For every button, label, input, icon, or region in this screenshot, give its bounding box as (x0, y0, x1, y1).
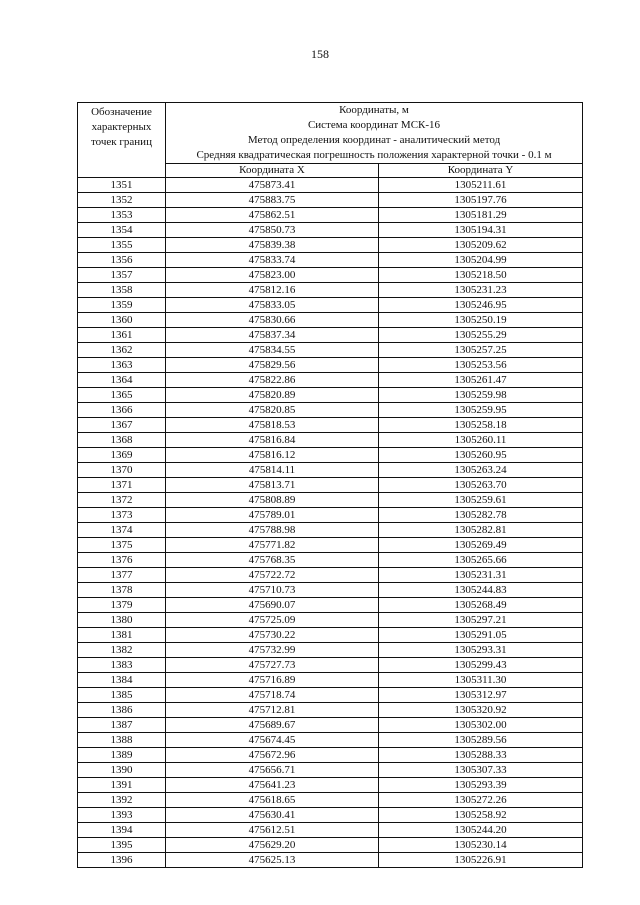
point-id-cell: 1358 (78, 283, 166, 298)
coord-y-cell: 1305258.18 (379, 418, 583, 433)
coord-y-cell: 1305194.31 (379, 223, 583, 238)
coord-x-cell: 475656.71 (166, 763, 379, 778)
point-id-cell: 1394 (78, 823, 166, 838)
coord-y-cell: 1305255.29 (379, 328, 583, 343)
coord-y-cell: 1305244.83 (379, 583, 583, 598)
coord-y-cell: 1305231.31 (379, 568, 583, 583)
coord-x-cell: 475839.38 (166, 238, 379, 253)
coord-x-cell: 475771.82 (166, 538, 379, 553)
point-id-cell: 1351 (78, 178, 166, 193)
coord-x-cell: 475612.51 (166, 823, 379, 838)
point-id-cell: 1395 (78, 838, 166, 853)
table-row (78, 553, 583, 568)
coord-y-cell: 1305288.33 (379, 748, 583, 763)
table-row (78, 598, 583, 613)
table-row (78, 478, 583, 493)
point-id-cell: 1363 (78, 358, 166, 373)
coord-y-cell: 1305259.98 (379, 388, 583, 403)
coord-y-cell: 1305258.92 (379, 808, 583, 823)
point-id-cell: 1384 (78, 673, 166, 688)
coord-y-cell: 1305263.24 (379, 463, 583, 478)
coord-x-cell: 475690.07 (166, 598, 379, 613)
coord-y-cell: 1305302.00 (379, 718, 583, 733)
coord-y-cell: 1305181.29 (379, 208, 583, 223)
coord-x-cell: 475689.67 (166, 718, 379, 733)
table-row (78, 703, 583, 718)
coord-x-cell: 475725.09 (166, 613, 379, 628)
table-row (78, 808, 583, 823)
coord-x-cell: 475814.11 (166, 463, 379, 478)
point-id-cell: 1391 (78, 778, 166, 793)
point-id-cell: 1379 (78, 598, 166, 613)
coord-y-cell: 1305204.99 (379, 253, 583, 268)
point-id-cell: 1375 (78, 538, 166, 553)
coord-y-cell: 1305260.11 (379, 433, 583, 448)
point-id-cell: 1377 (78, 568, 166, 583)
table-header-row (78, 103, 583, 164)
coord-x-cell: 475816.12 (166, 448, 379, 463)
point-id-cell: 1357 (78, 268, 166, 283)
table-row (78, 793, 583, 808)
coord-x-cell: 475818.53 (166, 418, 379, 433)
coordinates-table (77, 102, 583, 868)
point-id-cell: 1389 (78, 748, 166, 763)
point-id-cell: 1380 (78, 613, 166, 628)
point-id-cell: 1353 (78, 208, 166, 223)
table-row (78, 628, 583, 643)
table-row (78, 418, 583, 433)
table-row (78, 568, 583, 583)
coordinates-header-line: Система координат МСК-16 (307, 119, 441, 131)
coord-y-cell: 1305272.26 (379, 793, 583, 808)
coord-x-cell: 475834.55 (166, 343, 379, 358)
table-row (78, 658, 583, 673)
coord-x-cell: 475833.05 (166, 298, 379, 313)
point-id-cell: 1396 (78, 853, 166, 868)
point-id-cell: 1373 (78, 508, 166, 523)
table-row (78, 238, 583, 253)
coord-y-cell: 1305259.61 (379, 493, 583, 508)
coord-x-cell: 475672.96 (166, 748, 379, 763)
table-row (78, 718, 583, 733)
coord-y-cell: 1305320.92 (379, 703, 583, 718)
table-row (78, 523, 583, 538)
coord-x-cell: 475812.16 (166, 283, 379, 298)
coord-y-cell: 1305226.91 (379, 853, 583, 868)
point-id-cell: 1387 (78, 718, 166, 733)
point-id-cell: 1390 (78, 763, 166, 778)
coord-y-cell: 1305253.56 (379, 358, 583, 373)
point-id-cell: 1371 (78, 478, 166, 493)
designation-header (78, 103, 166, 178)
table-row (78, 373, 583, 388)
point-id-cell: 1362 (78, 343, 166, 358)
table-row (78, 838, 583, 853)
coord-x-cell: 475833.74 (166, 253, 379, 268)
point-id-cell: 1381 (78, 628, 166, 643)
table-row (78, 463, 583, 478)
coord-y-cell: 1305197.76 (379, 193, 583, 208)
point-id-cell: 1388 (78, 733, 166, 748)
coord-x-cell: 475862.51 (166, 208, 379, 223)
table-row (78, 538, 583, 553)
coord-y-cell: 1305257.25 (379, 343, 583, 358)
coord-y-cell: 1305293.31 (379, 643, 583, 658)
coord-y-cell: 1305260.95 (379, 448, 583, 463)
coord-x-cell: 475789.01 (166, 508, 379, 523)
point-id-cell: 1354 (78, 223, 166, 238)
point-id-cell: 1383 (78, 658, 166, 673)
point-id-cell: 1359 (78, 298, 166, 313)
coord-x-cell: 475820.89 (166, 388, 379, 403)
point-id-cell: 1385 (78, 688, 166, 703)
point-id-cell: 1355 (78, 238, 166, 253)
coordinates-header (166, 103, 583, 164)
table-row (78, 313, 583, 328)
table-row (78, 223, 583, 238)
coord-x-cell: 475710.73 (166, 583, 379, 598)
coord-y-cell: 1305268.49 (379, 598, 583, 613)
table-row (78, 508, 583, 523)
coord-y-cell: 1305263.70 (379, 478, 583, 493)
coord-y-cell: 1305218.50 (379, 268, 583, 283)
coord-x-cell: 475641.23 (166, 778, 379, 793)
coord-x-cell: 475727.73 (166, 658, 379, 673)
coord-y-cell: 1305209.62 (379, 238, 583, 253)
coord-y-cell: 1305269.49 (379, 538, 583, 553)
coord-y-cell: 1305246.95 (379, 298, 583, 313)
coord-y-cell: 1305299.43 (379, 658, 583, 673)
point-id-cell: 1392 (78, 793, 166, 808)
table-row (78, 673, 583, 688)
point-id-cell: 1356 (78, 253, 166, 268)
coord-x-cell: 475730.22 (166, 628, 379, 643)
designation-header-line: точек границ (91, 136, 152, 148)
coord-y-cell: 1305211.61 (379, 178, 583, 193)
table-row (78, 208, 583, 223)
table-row (78, 283, 583, 298)
table-row (78, 763, 583, 778)
table-row (78, 403, 583, 418)
coord-y-cell: 1305291.05 (379, 628, 583, 643)
coord-x-cell: 475816.84 (166, 433, 379, 448)
table-row (78, 358, 583, 373)
coord-x-cell: 475823.00 (166, 268, 379, 283)
coord-x-cell: 475618.65 (166, 793, 379, 808)
coordinates-header-line: Средняя квадратическая погрешность положения характерной точки - 0.1 м (196, 149, 552, 161)
table-row (78, 433, 583, 448)
table-row (78, 748, 583, 763)
coord-y-cell: 1305282.78 (379, 508, 583, 523)
coord-x-cell: 475629.20 (166, 838, 379, 853)
designation-header-line: характерных (91, 121, 152, 133)
point-id-cell: 1376 (78, 553, 166, 568)
coord-x-cell: 475837.34 (166, 328, 379, 343)
coord-y-cell: 1305259.95 (379, 403, 583, 418)
table-row (78, 178, 583, 193)
point-id-cell: 1361 (78, 328, 166, 343)
point-id-cell: 1364 (78, 373, 166, 388)
table-row (78, 193, 583, 208)
coordinates-header-line: Координаты, м (339, 104, 409, 116)
coord-x-cell: 475883.75 (166, 193, 379, 208)
coord-y-cell: 1305261.47 (379, 373, 583, 388)
coord-y-cell: 1305311.30 (379, 673, 583, 688)
coord-x-cell: 475712.81 (166, 703, 379, 718)
coord-y-cell: 1305293.39 (379, 778, 583, 793)
point-id-cell: 1374 (78, 523, 166, 538)
coord-x-cell: 475674.45 (166, 733, 379, 748)
table-row (78, 733, 583, 748)
coord-y-cell: 1305297.21 (379, 613, 583, 628)
col-x-header: Координата X (166, 164, 379, 178)
designation-header-line: Обозначение (91, 106, 152, 118)
coord-x-cell: 475625.13 (166, 853, 379, 868)
point-id-cell: 1367 (78, 418, 166, 433)
coord-x-cell: 475820.85 (166, 403, 379, 418)
table-row (78, 613, 583, 628)
table-row (78, 853, 583, 868)
point-id-cell: 1386 (78, 703, 166, 718)
table-row (78, 343, 583, 358)
coord-x-cell: 475813.71 (166, 478, 379, 493)
coord-y-cell: 1305250.19 (379, 313, 583, 328)
coord-x-cell: 475722.72 (166, 568, 379, 583)
table-row (78, 778, 583, 793)
coord-x-cell: 475788.98 (166, 523, 379, 538)
coord-x-cell: 475716.89 (166, 673, 379, 688)
table-row (78, 643, 583, 658)
table-row (78, 448, 583, 463)
point-id-cell: 1372 (78, 493, 166, 508)
col-y-header: Координата Y (379, 164, 583, 178)
point-id-cell: 1368 (78, 433, 166, 448)
point-id-cell: 1382 (78, 643, 166, 658)
table-row (78, 253, 583, 268)
point-id-cell: 1352 (78, 193, 166, 208)
point-id-cell: 1370 (78, 463, 166, 478)
point-id-cell: 1360 (78, 313, 166, 328)
coord-y-cell: 1305231.23 (379, 283, 583, 298)
table-row (78, 823, 583, 838)
point-id-cell: 1378 (78, 583, 166, 598)
coord-y-cell: 1305265.66 (379, 553, 583, 568)
table-row (78, 688, 583, 703)
point-id-cell: 1365 (78, 388, 166, 403)
coord-x-cell: 475850.73 (166, 223, 379, 238)
coord-y-cell: 1305307.33 (379, 763, 583, 778)
coord-x-cell: 475830.66 (166, 313, 379, 328)
coord-y-cell: 1305230.14 (379, 838, 583, 853)
table-row (78, 298, 583, 313)
point-id-cell: 1393 (78, 808, 166, 823)
coord-x-cell: 475829.56 (166, 358, 379, 373)
coord-x-cell: 475768.35 (166, 553, 379, 568)
point-id-cell: 1369 (78, 448, 166, 463)
coord-y-cell: 1305282.81 (379, 523, 583, 538)
coordinates-header-line: Метод определения координат - аналитический метод (247, 134, 501, 146)
point-id-cell: 1366 (78, 403, 166, 418)
coord-x-cell: 475822.86 (166, 373, 379, 388)
table-row (78, 328, 583, 343)
coord-x-cell: 475873.41 (166, 178, 379, 193)
coord-y-cell: 1305244.20 (379, 823, 583, 838)
page-number: 158 (311, 47, 329, 61)
coord-x-cell: 475732.99 (166, 643, 379, 658)
coord-x-cell: 475718.74 (166, 688, 379, 703)
table-row (78, 493, 583, 508)
coord-x-cell: 475808.89 (166, 493, 379, 508)
coord-y-cell: 1305312.97 (379, 688, 583, 703)
table-row (78, 583, 583, 598)
coord-x-cell: 475630.41 (166, 808, 379, 823)
table-row (78, 388, 583, 403)
coord-y-cell: 1305289.56 (379, 733, 583, 748)
table-row (78, 268, 583, 283)
